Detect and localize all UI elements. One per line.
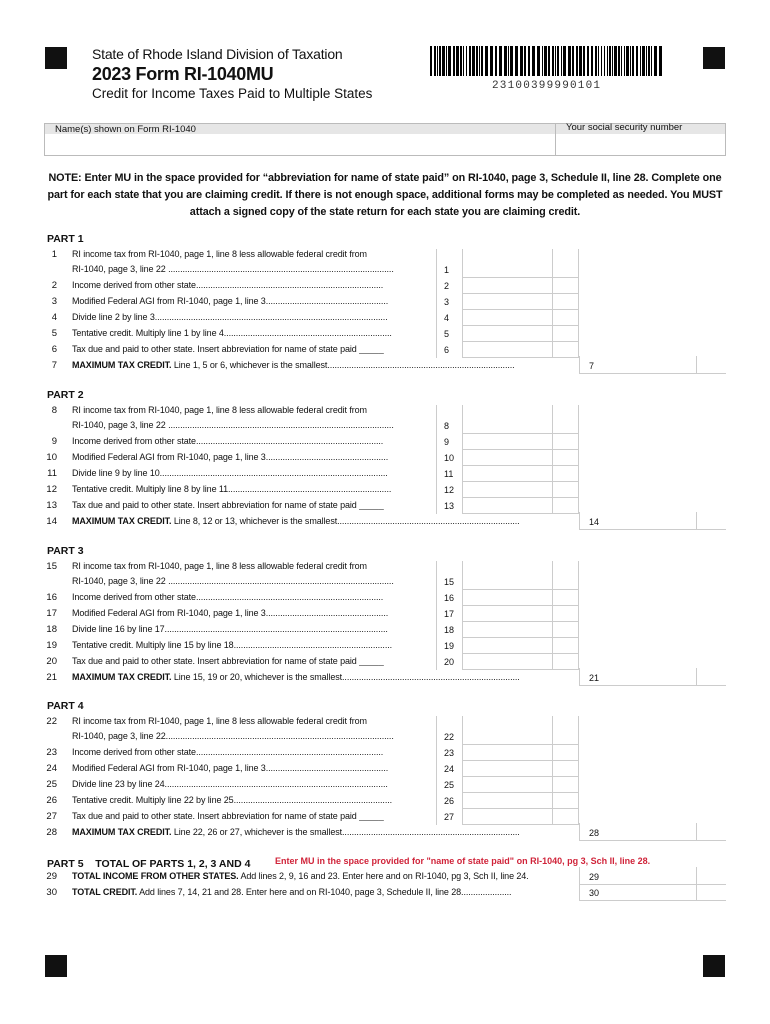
max-credit-text bbox=[72, 672, 578, 682]
max-credit-description: Line 15, 19 or 20, whichever is the smallest.......................................................................... bbox=[171, 672, 520, 682]
line-text: Income derived from other state.............................................................................. bbox=[72, 436, 384, 446]
amount-input[interactable] bbox=[609, 825, 695, 840]
barcode-bar bbox=[437, 46, 438, 76]
barcode-bar bbox=[544, 46, 547, 76]
barcode-bar bbox=[439, 46, 441, 76]
line-text: Tentative credit. Multiply line 15 by line 18.................................................................. bbox=[72, 640, 393, 650]
total-line-label: TOTAL CREDIT. bbox=[72, 887, 138, 897]
column-divider bbox=[578, 405, 579, 514]
form-subtitle: Credit for Income Taxes Paid to Multiple States bbox=[92, 86, 373, 101]
column-divider bbox=[436, 405, 437, 514]
line-number: 16 bbox=[46, 592, 57, 603]
line-text: RI income tax from RI-1040, page 1, line 8 less allowable federal credit from bbox=[72, 405, 367, 415]
column-divider bbox=[578, 561, 579, 670]
line-text: Income derived from other state.............................................................................. bbox=[72, 592, 384, 602]
line-number: 24 bbox=[46, 763, 57, 774]
barcode-bar bbox=[654, 46, 657, 76]
line-text: RI income tax from RI-1040, page 1, line 8 less allowable federal credit from bbox=[72, 716, 367, 726]
line-text: Income derived from other state.............................................................................. bbox=[72, 280, 384, 290]
line-ref: 3 bbox=[444, 297, 450, 307]
registration-mark bbox=[45, 955, 67, 977]
barcode-bar bbox=[446, 46, 447, 76]
amount-input[interactable] bbox=[463, 434, 552, 449]
line-ref: 21 bbox=[589, 673, 600, 683]
line-ref: 18 bbox=[444, 625, 455, 635]
barcode-bar bbox=[646, 46, 647, 76]
max-credit-label: MAXIMUM TAX CREDIT. bbox=[72, 827, 172, 837]
barcode-bar bbox=[555, 46, 556, 76]
barcode-bar bbox=[434, 46, 436, 76]
barcode-bar bbox=[548, 46, 550, 76]
line-text: Income derived from other state.............................................................................. bbox=[72, 747, 384, 757]
input-underline bbox=[580, 900, 726, 901]
amount-input[interactable] bbox=[463, 761, 552, 776]
barcode-bar bbox=[510, 46, 513, 76]
line-ref: 2 bbox=[444, 281, 450, 291]
line-ref: 28 bbox=[589, 828, 600, 838]
line-text: Divide line 16 by line 17............................................................................................. bbox=[72, 624, 388, 634]
line-number: 25 bbox=[46, 779, 57, 790]
line-number: 21 bbox=[46, 672, 57, 683]
barcode-bar bbox=[598, 46, 599, 76]
line-number: 13 bbox=[46, 500, 57, 511]
amount-input[interactable] bbox=[463, 654, 552, 669]
amount-input[interactable] bbox=[463, 482, 552, 497]
barcode-bar bbox=[528, 46, 530, 76]
barcode-bar bbox=[576, 46, 578, 76]
barcode-bar bbox=[604, 46, 605, 76]
barcode-bar bbox=[579, 46, 582, 76]
barcode-bar bbox=[640, 46, 641, 76]
barcode-bar bbox=[630, 46, 631, 76]
line-number: 3 bbox=[51, 296, 57, 307]
field-divider bbox=[555, 123, 556, 156]
barcode-bar bbox=[563, 46, 566, 76]
amount-input[interactable] bbox=[463, 450, 552, 465]
column-divider bbox=[578, 249, 579, 358]
line-number: 29 bbox=[46, 871, 57, 882]
barcode-bar bbox=[601, 46, 602, 76]
barcode-bar bbox=[537, 46, 540, 76]
input-underline bbox=[463, 513, 578, 514]
max-credit-description: Line 22, 26 or 27, whichever is the smallest.......................................................................... bbox=[171, 827, 520, 837]
part-title: PART 2 bbox=[47, 389, 84, 401]
barcode-bar bbox=[572, 46, 574, 76]
barcode-bar bbox=[460, 46, 462, 76]
barcode-bar bbox=[595, 46, 597, 76]
barcode-bar bbox=[587, 46, 589, 76]
column-divider bbox=[696, 823, 697, 841]
input-underline bbox=[580, 529, 726, 530]
line-text: RI income tax from RI-1040, page 1, line 8 less allowable federal credit from bbox=[72, 561, 367, 571]
amount-input[interactable] bbox=[463, 729, 552, 744]
barcode-bar bbox=[481, 46, 483, 76]
line-number: 22 bbox=[46, 716, 57, 727]
line-text: Tax due and paid to other state. Insert abbreviation for name of state paid _____ bbox=[72, 344, 384, 354]
line-ref: 8 bbox=[444, 421, 450, 431]
amount-input[interactable] bbox=[463, 809, 552, 824]
column-divider bbox=[579, 356, 580, 374]
line-number: 7 bbox=[51, 360, 57, 371]
form-title: 2023 Form RI-1040MU bbox=[92, 64, 274, 84]
line-ref: 22 bbox=[444, 732, 455, 742]
line-text: Modified Federal AGI from RI-1040, page 1, line 3................................................... bbox=[72, 452, 389, 462]
line-text: Tentative credit. Multiply line 1 by line 4...................................................................... bbox=[72, 328, 392, 338]
barcode-bar bbox=[430, 46, 432, 76]
line-number: 10 bbox=[46, 452, 57, 463]
column-divider bbox=[436, 249, 437, 358]
line-number: 14 bbox=[46, 516, 57, 527]
line-number: 20 bbox=[46, 656, 57, 667]
input-underline bbox=[463, 357, 578, 358]
amount-input[interactable] bbox=[463, 745, 552, 760]
line-number: 23 bbox=[46, 747, 57, 758]
barcode-bar bbox=[618, 46, 620, 76]
line-ref: 1 bbox=[444, 265, 450, 275]
line-number: 17 bbox=[46, 608, 57, 619]
line-ref: 24 bbox=[444, 764, 455, 774]
input-underline bbox=[463, 669, 578, 670]
column-divider bbox=[579, 668, 580, 686]
amount-input[interactable] bbox=[463, 622, 552, 637]
barcode-bar bbox=[591, 46, 593, 76]
line-text: Tax due and paid to other state. Insert abbreviation for name of state paid _____ bbox=[72, 656, 384, 666]
line-text: Tax due and paid to other state. Insert abbreviation for name of state paid _____ bbox=[72, 500, 384, 510]
barcode-bar bbox=[632, 46, 634, 76]
line-number: 12 bbox=[46, 484, 57, 495]
amount-input[interactable] bbox=[463, 793, 552, 808]
line-ref: 12 bbox=[444, 485, 455, 495]
amount-input[interactable] bbox=[463, 310, 552, 325]
line-ref: 15 bbox=[444, 577, 455, 587]
barcode-bar bbox=[476, 46, 478, 76]
line-number: 4 bbox=[51, 312, 57, 323]
amount-input[interactable] bbox=[463, 638, 552, 653]
line-ref: 14 bbox=[589, 517, 600, 527]
barcode-bar bbox=[636, 46, 638, 76]
barcode-bar bbox=[642, 46, 645, 76]
amount-input[interactable] bbox=[463, 574, 552, 589]
line-ref: 16 bbox=[444, 593, 455, 603]
line-text: Divide line 2 by line 3................................................................................................. bbox=[72, 312, 388, 322]
amount-input[interactable] bbox=[463, 606, 552, 621]
total-line-description: Add lines 2, 9, 16 and 23. Enter here and on RI-1040, pg 3, Sch II, line 24. bbox=[238, 871, 529, 881]
total-line-description: Add lines 7, 14, 21 and 28. Enter here and on RI-1040, page 3, Schedule II, line 28..................... bbox=[137, 887, 512, 897]
amount-input[interactable] bbox=[609, 869, 695, 884]
barcode-bar bbox=[442, 46, 445, 76]
amount-input[interactable] bbox=[463, 777, 552, 792]
amount-input[interactable] bbox=[463, 590, 552, 605]
total-line-text bbox=[72, 887, 580, 897]
barcode-bar bbox=[557, 46, 559, 76]
barcode-bar bbox=[561, 46, 562, 76]
line-text: Tax due and paid to other state. Insert abbreviation for name of state paid _____ bbox=[72, 811, 384, 821]
amount-input[interactable] bbox=[609, 358, 695, 373]
line-text: Modified Federal AGI from RI-1040, page 1, line 3................................................... bbox=[72, 763, 389, 773]
max-credit-text bbox=[72, 360, 578, 370]
line-number: 1 bbox=[51, 249, 57, 260]
barcode-bar bbox=[515, 46, 518, 76]
part-5-instruction: Enter MU in the space provided for "name of state paid" on RI-1040, pg 3, Sch II, line 28. bbox=[275, 856, 651, 866]
line-number: 15 bbox=[46, 561, 57, 572]
line-text: RI-1040, page 3, line 22............................................................................................... bbox=[72, 731, 394, 741]
input-underline bbox=[463, 824, 578, 825]
line-number: 11 bbox=[47, 468, 57, 479]
part-title: PART 4 bbox=[47, 700, 84, 712]
line-ref: 27 bbox=[444, 812, 455, 822]
barcode-bar bbox=[499, 46, 502, 76]
line-text: RI-1040, page 3, line 22 .............................................................................................. bbox=[72, 420, 394, 430]
barcode-bar bbox=[621, 46, 622, 76]
column-divider bbox=[696, 356, 697, 374]
max-credit-label: MAXIMUM TAX CREDIT. bbox=[72, 672, 172, 682]
line-number: 8 bbox=[51, 405, 57, 416]
amount-input[interactable] bbox=[463, 294, 552, 309]
barcode-bar bbox=[624, 46, 625, 76]
line-ref: 25 bbox=[444, 780, 455, 790]
line-text: Tentative credit. Multiply line 8 by line 11.................................................................... bbox=[72, 484, 392, 494]
line-ref: 13 bbox=[444, 501, 455, 511]
amount-input[interactable] bbox=[463, 498, 552, 513]
line-ref: 19 bbox=[444, 641, 455, 651]
line-ref: 6 bbox=[444, 345, 450, 355]
amount-input[interactable] bbox=[463, 418, 552, 433]
barcode-bar bbox=[568, 46, 571, 76]
line-number: 18 bbox=[46, 624, 57, 635]
amount-input[interactable] bbox=[463, 326, 552, 341]
barcode-bar bbox=[448, 46, 451, 76]
line-ref: 29 bbox=[589, 872, 600, 882]
registration-mark bbox=[703, 47, 725, 69]
line-number: 2 bbox=[51, 280, 57, 291]
column-divider bbox=[436, 716, 437, 825]
barcode-bar bbox=[466, 46, 467, 76]
line-ref: 11 bbox=[444, 469, 454, 479]
line-text: Divide line 9 by line 10............................................................................................... bbox=[72, 468, 388, 478]
barcode-bar bbox=[609, 46, 611, 76]
amount-input[interactable] bbox=[463, 262, 552, 277]
column-divider bbox=[696, 883, 697, 901]
line-text: RI income tax from RI-1040, page 1, line 8 less allowable federal credit from bbox=[72, 249, 367, 259]
barcode-bar bbox=[520, 46, 523, 76]
barcode-bar bbox=[552, 46, 554, 76]
barcode-bar bbox=[612, 46, 613, 76]
amount-input[interactable] bbox=[609, 670, 695, 685]
line-ref: 23 bbox=[444, 748, 455, 758]
input-underline bbox=[580, 373, 726, 374]
line-text: Divide line 23 by line 24............................................................................................. bbox=[72, 779, 388, 789]
barcode-bar bbox=[651, 46, 652, 76]
line-ref: 7 bbox=[589, 361, 595, 371]
column-divider bbox=[696, 512, 697, 530]
barcode-bar bbox=[659, 46, 662, 76]
max-credit-label: MAXIMUM TAX CREDIT. bbox=[72, 360, 172, 370]
instructions-note: NOTE: Enter MU in the space provided for “abbreviation for name of state paid” on RI-1040, page 3, Schedule II, line 28. Complete one part for each state that you are claiming credit. If there is not enough space, additional forms may be completed as needed. You MUST attach a signed copy of the state return for each state you are claiming credit. bbox=[47, 172, 723, 218]
barcode-bar bbox=[614, 46, 617, 76]
barcode-bar bbox=[453, 46, 455, 76]
total-line-text bbox=[72, 871, 580, 881]
line-number: 9 bbox=[51, 436, 57, 447]
line-ref: 4 bbox=[444, 313, 450, 323]
barcode-bar bbox=[626, 46, 629, 76]
line-number: 6 bbox=[51, 344, 57, 355]
barcode-bar bbox=[524, 46, 526, 76]
max-credit-description: Line 8, 12 or 13, whichever is the smallest............................................................................ bbox=[171, 516, 520, 526]
column-divider bbox=[696, 668, 697, 686]
input-underline bbox=[580, 840, 726, 841]
barcode-bar bbox=[607, 46, 608, 76]
column-divider bbox=[579, 512, 580, 530]
line-text: RI-1040, page 3, line 22 .............................................................................................. bbox=[72, 264, 394, 274]
max-credit-label: MAXIMUM TAX CREDIT. bbox=[72, 516, 172, 526]
part-title: PART 3 bbox=[47, 545, 84, 557]
line-ref: 17 bbox=[444, 609, 455, 619]
line-ref: 9 bbox=[444, 437, 450, 447]
barcode-bar bbox=[479, 46, 480, 76]
barcode-bar bbox=[490, 46, 493, 76]
line-ref: 20 bbox=[444, 657, 455, 667]
registration-mark bbox=[703, 955, 725, 977]
line-number: 26 bbox=[46, 795, 57, 806]
barcode-bar bbox=[456, 46, 459, 76]
ssn-label: Your social security number bbox=[566, 122, 683, 133]
barcode bbox=[430, 46, 662, 76]
line-number: 5 bbox=[51, 328, 57, 339]
line-text: Modified Federal AGI from RI-1040, page 1, line 3................................................... bbox=[72, 296, 389, 306]
amount-input[interactable] bbox=[463, 466, 552, 481]
max-credit-description: Line 1, 5 or 6, whichever is the smallest.............................................................................. bbox=[171, 360, 515, 370]
column-divider bbox=[436, 561, 437, 670]
line-text: RI-1040, page 3, line 22 .............................................................................................. bbox=[72, 576, 394, 586]
line-ref: 26 bbox=[444, 796, 455, 806]
part-5-title bbox=[47, 854, 250, 872]
part-5-heading: PART 5 TOTAL OF PARTS 1, 2, 3 AND 4 bbox=[47, 858, 251, 870]
amount-input[interactable] bbox=[609, 885, 695, 900]
line-number: 30 bbox=[46, 887, 57, 898]
barcode-bar bbox=[532, 46, 535, 76]
column-divider bbox=[579, 883, 580, 901]
barcode-number: 23100399990101 bbox=[492, 80, 602, 92]
barcode-bar bbox=[583, 46, 585, 76]
line-ref: 10 bbox=[444, 453, 455, 463]
part-title: PART 1 bbox=[47, 233, 84, 245]
line-ref: 5 bbox=[444, 329, 450, 339]
line-number: 28 bbox=[46, 827, 57, 838]
amount-input[interactable] bbox=[463, 342, 552, 357]
amount-input[interactable] bbox=[609, 514, 695, 529]
barcode-bar bbox=[508, 46, 509, 76]
barcode-bar bbox=[648, 46, 650, 76]
max-credit-text bbox=[72, 827, 578, 837]
max-credit-text bbox=[72, 516, 578, 526]
line-text: Tentative credit. Multiply line 22 by line 25.................................................................. bbox=[72, 795, 393, 805]
agency-name: State of Rhode Island Division of Taxation bbox=[92, 46, 343, 62]
input-underline bbox=[580, 685, 726, 686]
amount-input[interactable] bbox=[463, 278, 552, 293]
total-line-label: TOTAL INCOME FROM OTHER STATES. bbox=[72, 871, 239, 881]
barcode-bar bbox=[485, 46, 488, 76]
column-divider bbox=[578, 716, 579, 825]
barcode-bar bbox=[469, 46, 471, 76]
line-number: 27 bbox=[46, 811, 57, 822]
column-divider bbox=[579, 823, 580, 841]
barcode-bar bbox=[504, 46, 507, 76]
barcode-bar bbox=[472, 46, 475, 76]
line-ref: 30 bbox=[589, 888, 600, 898]
barcode-bar bbox=[495, 46, 497, 76]
barcode-bar bbox=[463, 46, 464, 76]
name-label: Name(s) shown on Form RI-1040 bbox=[55, 124, 196, 135]
barcode-bar bbox=[542, 46, 543, 76]
line-text: Modified Federal AGI from RI-1040, page 1, line 3................................................... bbox=[72, 608, 389, 618]
registration-mark bbox=[45, 47, 67, 69]
line-number: 19 bbox=[46, 640, 57, 651]
